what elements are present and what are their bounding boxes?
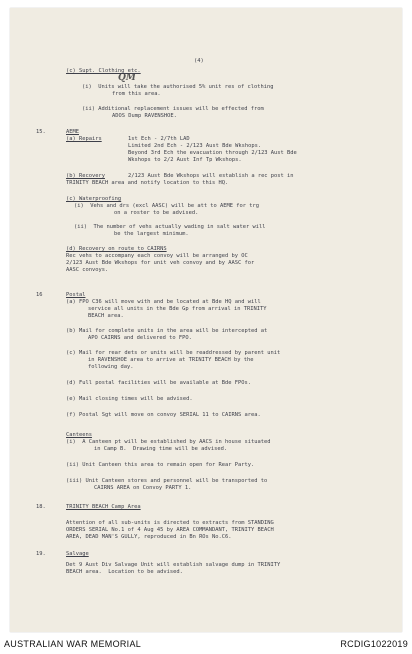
text-line: APO CAIRNS and delivered to FPO. bbox=[88, 335, 192, 341]
text-line: (a) FPO C36 will move with and be located at Bde HQ and will bbox=[66, 299, 261, 305]
text-line: ORDERS SERIAL No.1 of 4 Aug 45 by AREA COMMANDANT, TRINITY BEACH bbox=[66, 527, 274, 533]
text-line: (f) Postal Sgt will move on convoy SERIAL 11 to CAIRNS area. bbox=[66, 412, 261, 418]
document-page bbox=[10, 8, 402, 632]
text-line: Wkshops to 2/2 Aust Inf Tp Wkshops. bbox=[128, 157, 242, 163]
footer-reference-id: RCDIG1022019 bbox=[340, 639, 408, 649]
text-line: CAIRNS AREA on Convoy PARTY 1. bbox=[94, 485, 192, 491]
text-line: from this area. bbox=[112, 91, 161, 97]
page-number: (4) bbox=[194, 58, 204, 64]
text-line: BEACH area. bbox=[88, 313, 124, 319]
text-line: Beyond 3rd Ech the evacuation through 2/123 Aust Bde bbox=[128, 150, 297, 156]
text-line: (b) Mail for complete units in the area will be intercepted at bbox=[66, 328, 268, 334]
footer-source-label: AUSTRALIAN WAR MEMORIAL bbox=[4, 639, 142, 649]
subsection-heading: (d) Recovery on route to CAIRNS bbox=[66, 246, 167, 252]
text-line: Attention of all sub-units is directed to extracts from STANDING bbox=[66, 520, 274, 526]
paragraph-number: 15. bbox=[36, 129, 46, 135]
section-heading: Postal bbox=[66, 292, 86, 298]
text-line: following day. bbox=[88, 364, 134, 370]
text-line: AASC convoys. bbox=[66, 267, 109, 273]
subsection-heading: (a) Repairs bbox=[66, 136, 102, 142]
text-line: Det 9 Aust Div Salvage Unit will establish salvage dump in TRINITY bbox=[66, 562, 281, 568]
text-line: AREA, DEAD MAN'S GULLY, reproduced in Bn ROs No.C6. bbox=[66, 534, 232, 540]
text-line: be the largest minimum. bbox=[114, 231, 189, 237]
text-line: BEACH area. Location to be advised. bbox=[66, 569, 183, 575]
text-line: (c) Mail for rear dets or units will be readdressed by parent unit bbox=[66, 350, 281, 356]
section-heading: AEME bbox=[66, 129, 79, 135]
text-line: in RAVENSHOE area to arrive at TRINITY BEACH by the bbox=[88, 357, 254, 363]
paragraph-number: 18. bbox=[36, 504, 46, 510]
text-line: 1st Ech - 2/7th LAD bbox=[128, 136, 190, 142]
text-line: Limited 2nd Ech - 2/123 Aust Bde Wkshops. bbox=[128, 143, 262, 149]
text-line: (ii) Additional replacement issues will be effected from bbox=[82, 106, 264, 112]
handwritten-margin-note: QM bbox=[118, 73, 136, 83]
section-heading: Salvage bbox=[66, 551, 89, 557]
text-line: (i) A Canteen pt will be established by AACS in house situated bbox=[66, 439, 271, 445]
subsection-heading: (b) Recovery bbox=[66, 173, 105, 179]
text-line: (d) Full postal facilities will be available at Bde FPOs. bbox=[66, 380, 251, 386]
section-heading: (c) Supt. Clothing etc. bbox=[66, 68, 141, 74]
text-line: (i) Vehs and drs (excl AASC) will be att to AEME for trg bbox=[74, 203, 259, 209]
text-line: (ii) The number of vehs actually wading in salt water will bbox=[74, 224, 266, 230]
paragraph-number: 16 bbox=[36, 292, 43, 298]
text-line: (i) Units will take the authorised 5% unit res of clothing bbox=[82, 84, 274, 90]
text-line: TRINITY BEACH area and notify location to this HQ. bbox=[66, 180, 229, 186]
text-line: service all units in the Bde Gp from arrival in TRINITY bbox=[88, 306, 267, 312]
section-heading: TRINITY BEACH Camp Area bbox=[66, 504, 141, 510]
text-line: (ii) Unit Canteen this area to remain open for Rear Party. bbox=[66, 462, 255, 468]
text-line: on a roster to be advised. bbox=[114, 210, 199, 216]
archive-footer bbox=[0, 634, 412, 654]
text-line: 2/123 Aust Bde Wkshops will establish a rec post in bbox=[128, 173, 294, 179]
text-line: (e) Mail closing times will be advised. bbox=[66, 396, 193, 402]
text-line: (iii) Unit Canteen stores and personnel will be transported to bbox=[66, 478, 268, 484]
text-line: in Camp B. Drawing time will be advised. bbox=[94, 446, 228, 452]
text-line: Rec vehs to accompany each convoy will be arranged by OC bbox=[66, 253, 248, 259]
subsection-heading: (c) Waterproofing bbox=[66, 196, 122, 202]
text-line: ADOS Dump RAVENSHOE. bbox=[112, 113, 177, 119]
section-heading: Canteens bbox=[66, 432, 92, 438]
paragraph-number: 19. bbox=[36, 551, 46, 557]
text-line: 2/123 Aust Bde Wkshops for unit veh convoy and by AASC for bbox=[66, 260, 255, 266]
